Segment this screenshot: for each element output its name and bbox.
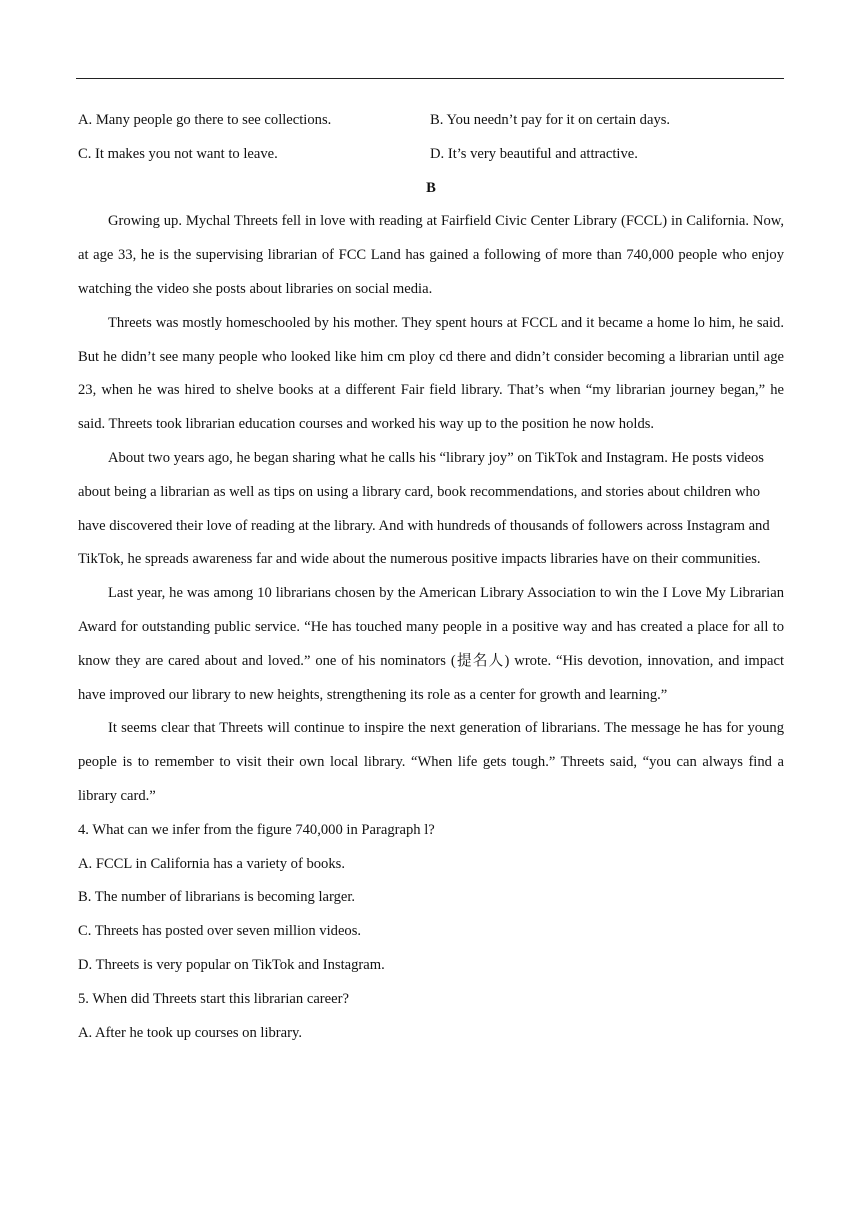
option-a: A. Many people go there to see collections. [78, 112, 332, 128]
answer-option: D. Threets is very popular on TikTok and Instagram. [78, 956, 385, 973]
option-d: D. It’s very beautiful and attractive. [430, 145, 638, 162]
answer-option: B. The number of librarians is becoming larger. [78, 889, 356, 906]
passage-paragraph-4: Last year, he was among 10 librarians chosen by the American Library Association to win the I Love My Librarian Award for outstanding public service. “He has touched many people in a positive way and has created a place for all to know they are cared about and loved.” one of his nominators (提名人) wrote. “His devotion, innovation, and impact have improved our library to new heights, strengthening its role as a center for growth and learning.” [78, 585, 784, 703]
passage-paragraph-1: Growing up. Mychal Threets fell in love with reading at Fairfield Civic Center Library (FCCL) in California. Now, at age 33, he is the supervising librarian of FCC Land has gained a following of more than 740,000 people who enjoy watching the video she posts about libraries on social media. [78, 213, 784, 297]
prev-options-row-1 [78, 104, 784, 138]
passage-paragraph-2: Threets was mostly homeschooled by his mother. They spent hours at FCCL and it became a home lo him, he said. But he didn’t see many people who looked like him cm ploy cd there and didn’t consider becoming a librarian until age 23, when he was hired to shelve books at a different Fair field library. That’s when “my librarian journey began,” he said. Threets took librarian education courses and worked his way up to the position he now holds. [78, 314, 784, 433]
passage-paragraph-3: About two years ago, he began sharing what he calls his “library joy” on TikTok and Instagram. He posts videos about being a librarian as well as tips on using a library card, book recommendations, and stories about children who have discovered their love of reading at the library. And with hundreds of thousands of followers across Instagram and TikTok, he spreads awareness far and wide about the numerous positive impacts libraries have on their communities. [78, 449, 770, 568]
passage-paragraph-5: It seems clear that Threets will continue to inspire the next generation of librarians. The message he has for young people is to remember to visit their own local library. “When life gets tough.” Threets said, “you can always find a library card.” [78, 720, 784, 804]
header-rule [76, 78, 784, 79]
answer-option: A. FCCL in California has a variety of books. [78, 855, 345, 872]
page-content [78, 104, 784, 1050]
answer-option: C. Threets has posted over seven million videos. [78, 923, 362, 940]
prev-options-row-2 [78, 138, 784, 172]
question-5 [78, 983, 784, 1051]
section-heading: B [426, 179, 436, 196]
question-4 [78, 814, 784, 983]
option-c: C. It makes you not want to leave. [78, 145, 278, 162]
question-stem: 4. What can we infer from the figure 740,000 in Paragraph l? [78, 821, 435, 838]
answer-option: A. After he took up courses on library. [78, 1024, 302, 1041]
passage [78, 205, 784, 813]
question-stem: 5. When did Threets start this librarian career? [78, 990, 349, 1007]
option-b: B. You needn’t pay for it on certain days. [430, 112, 671, 128]
